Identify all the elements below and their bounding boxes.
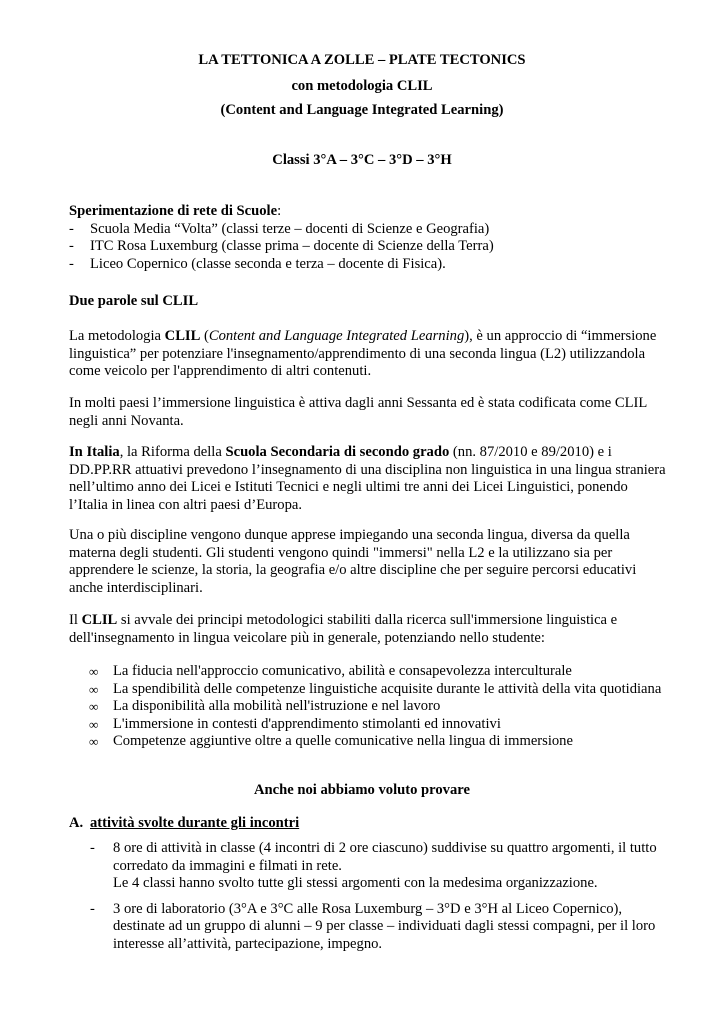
clil-expansion: Content and Language Integrated Learning <box>208 328 465 344</box>
section-a-title: attività svolte durante gli incontri <box>90 815 300 831</box>
clil-paragraph-5 <box>69 612 669 647</box>
text-run: , la Riforma della <box>119 444 226 460</box>
infinity-bullet: ∞ <box>89 681 99 697</box>
network-heading: Sperimentazione di rete di Scuole <box>69 203 278 219</box>
clil-paragraph-2: In molti paesi l’immersione linguistica è attiva dagli anni Sessanta ed è stata codificata come CLIL negli anni Novanta. <box>69 395 647 429</box>
text-run: ( <box>200 328 209 344</box>
list-item <box>69 238 669 256</box>
dash-bullet: - <box>69 238 74 254</box>
benefits-list <box>69 663 669 751</box>
infinity-bullet: ∞ <box>89 664 99 679</box>
network-item-text: Liceo Copernico (classe seconda e terza – docente di Fisica). <box>90 255 446 272</box>
clil-term: CLIL <box>81 612 118 628</box>
trial-heading: Anche noi abbiamo voluto provare <box>254 782 470 798</box>
network-item-text: ITC Rosa Luxemburg (classe prima – docente di Scienze della Terra) <box>90 238 494 254</box>
document-subtitle: con metodologia CLIL <box>291 78 433 94</box>
network-list <box>69 221 669 274</box>
text-run-bold: In Italia <box>69 444 120 460</box>
document-title: LA TETTONICA A ZOLLE – PLATE TECTONICS <box>198 52 526 68</box>
infinity-bullet: ∞ <box>89 699 99 714</box>
network-item-text: Scuola Media “Volta” (classi terze – docenti di Scienze e Geografia) <box>90 220 490 237</box>
text-run: Il <box>69 612 82 628</box>
text-run: si avvale dei principi metodologici stabiliti dalla ricerca sull'immersione linguistica e dell'insegnamento in lingua veicolare più in generale, potenziando nello studente: <box>69 612 618 646</box>
dash-bullet: - <box>90 840 95 856</box>
clil-term: CLIL <box>164 328 201 344</box>
activities-list <box>90 840 665 953</box>
list-item <box>69 681 669 699</box>
text-run: (nn. 87/2010 e 89/2010) e i DD.PP.RR attuativi prevedono l’insegnamento di una disciplina non linguistica in una lingua straniera nell’ultimo anno dei Licei e Istituti Tecnici e negli ultimi tre anni dei Licei Linguistici, ponendo l’Italia in linea con altri paesi d’Europa. <box>69 444 666 513</box>
clil-heading: Due parole sul CLIL <box>69 293 199 309</box>
benefit-text: La fiducia nell'approccio comunicativo, abilità e consapevolezza interculturale <box>113 663 572 679</box>
network-heading-colon: : <box>277 203 282 219</box>
document-subtitle-expansion: (Content and Language Integrated Learning) <box>220 102 504 118</box>
list-item <box>90 840 665 893</box>
list-item <box>69 733 669 751</box>
list-item <box>69 698 669 716</box>
section-a-heading <box>69 815 299 833</box>
dash-bullet: - <box>69 255 74 272</box>
section-a-label: A. <box>69 815 84 831</box>
dash-bullet: - <box>90 900 95 917</box>
activity-text: 8 ore di attività in classe (4 incontri di 2 ore ciascuno) suddivise su quattro argomenti, il tutto corredato da immagini e filmati in rete. <box>113 840 657 874</box>
list-item <box>69 663 669 681</box>
benefit-text: La spendibilità delle competenze linguistiche acquisite durante le attività della vita quotidiana <box>113 680 662 697</box>
list-item <box>90 901 665 954</box>
infinity-bullet: ∞ <box>89 716 99 732</box>
text-run: ), è un approccio di “immersione linguistica” per potenziare l'insegnamento/apprendimento di una seconda lingua (L2) utilizzandola come veicolo per l'apprendimento di altri contenuti. <box>69 328 657 379</box>
classes-line: Classi 3°A – 3°C – 3°D – 3°H <box>272 152 452 168</box>
text-run: La metodologia <box>69 328 165 344</box>
clil-paragraph-1 <box>69 328 669 381</box>
clil-paragraph-4: Una o più discipline vengono dunque apprese impiegando una seconda lingua, diversa da quella materna degli studenti. Gli studenti vengono quindi "immersi" nella L2 e la utilizzano sia per apprendere le scienze, la storia, la geografia e/o altre discipline che per seguire percorsi educativi anche interdisciplinari. <box>69 527 637 596</box>
network-heading-line <box>69 203 669 221</box>
benefit-text: L'immersione in contesti d'apprendimento stimolanti ed innovativi <box>113 715 501 732</box>
dash-bullet: - <box>69 220 74 237</box>
list-item <box>69 221 669 239</box>
activity-note: Le 4 classi hanno svolto tutte gli stessi argomenti con la medesima organizzazione. <box>113 875 598 891</box>
benefit-text: Competenze aggiuntive oltre a quelle comunicative nella lingua di immersione <box>113 733 573 749</box>
network-section <box>69 203 669 273</box>
text-run-bold: Scuola Secondaria di secondo grado <box>225 444 450 460</box>
activity-text: 3 ore di laboratorio (3°A e 3°C alle Rosa Luxemburg – 3°D e 3°H al Liceo Copernico), destinate ad un gruppo di alunni – 9 per classe – individuati dagli stessi compagni, per il loro interesse all’attività, partecipazione, impegno. <box>113 900 656 952</box>
list-item <box>69 256 669 274</box>
benefit-text: La disponibilità alla mobilità nell'istruzione e nel lavoro <box>113 698 441 714</box>
list-item <box>69 716 669 734</box>
clil-paragraph-3 <box>69 444 669 514</box>
infinity-bullet: ∞ <box>89 734 99 749</box>
